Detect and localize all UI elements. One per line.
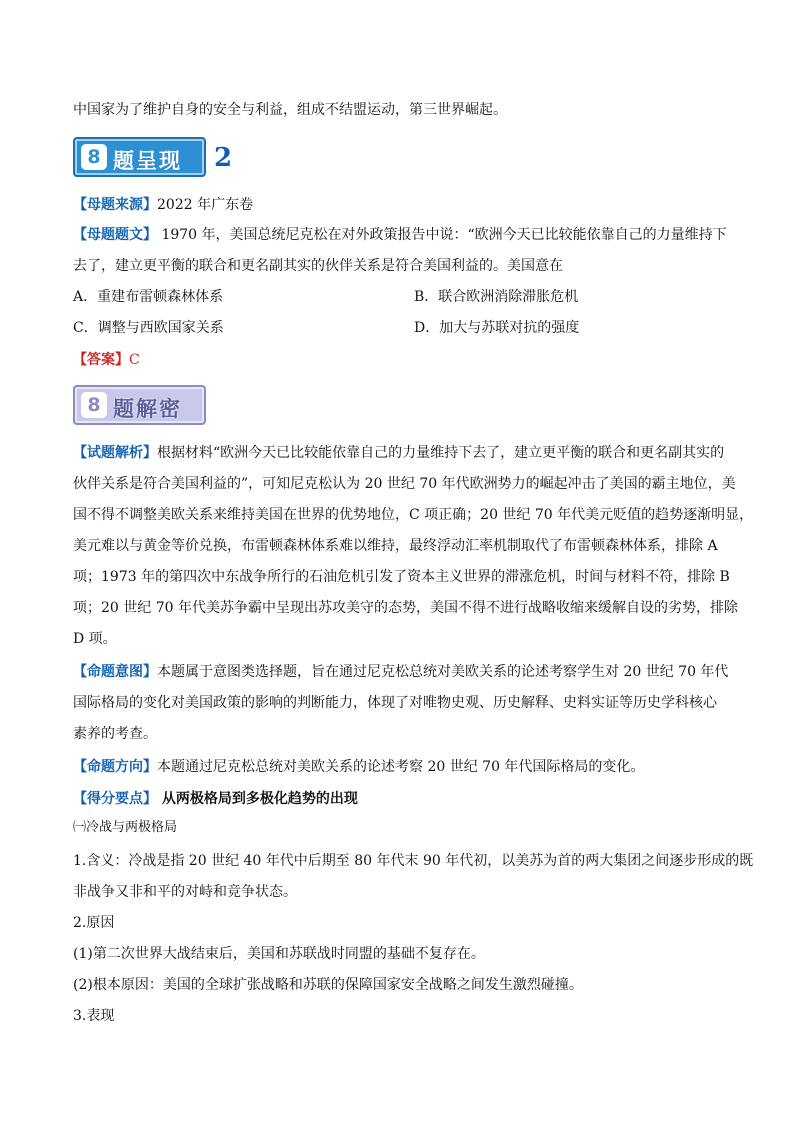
points-item2b: (2)根本原因：美国的全球扩张战略和苏联的保障国家安全战略之间发生激烈碰撞。: [73, 977, 583, 993]
option-c: C．调整与西欧国家关系: [73, 320, 224, 336]
direction-label: 【命题方向】: [73, 759, 157, 775]
question-source: [73, 195, 253, 215]
section-badge-question: [73, 137, 206, 177]
analysis-line1: [73, 443, 724, 463]
section-badge-analysis: [73, 385, 206, 425]
points-item1-line1: 1.含义：冷战是指 20 世纪 40 年代中后期至 80 年代末 90 年代初，以美苏为首的两大集团之间逐步形成的既: [73, 853, 754, 869]
analysis-line2: 伙伴关系是符合美国利益的”，可知尼克松认为 20 世纪 70 年代欧洲势力的崛起冲击了美国的霸主地位，美: [73, 476, 736, 492]
points-item3: 3.表现: [73, 1008, 115, 1024]
intent-label: 【命题意图】: [73, 664, 157, 680]
analysis-line4: 美元难以与黄金等价兑换，布雷顿森林体系难以维持，最终浮动汇率机制取代了布雷顿森林体系，排除 A: [73, 538, 718, 554]
source-text: 2022 年广东卷: [157, 197, 254, 213]
badge-title: 题解密: [113, 397, 182, 421]
intro-text: 中国家为了维护自身的安全与利益，组成不结盟运动，第三世界崛起。: [73, 102, 507, 118]
question-text-line2: 去了，建立更平衡的联合和更名副其实的伙伴关系是符合美国利益的。美国意在: [73, 258, 563, 274]
points-sub1: ㈠冷战与两极格局: [73, 820, 178, 835]
analysis-label: 【试题解析】: [73, 445, 157, 461]
badge-title: 题呈现: [113, 149, 182, 173]
points-item2a: (1)第二次世界大战结束后，美国和苏联战时同盟的基础不复存在。: [73, 946, 485, 962]
intent-text-1: 本题属于意图类选择题，旨在通过尼克松总统对美欧关系的论述考察学生对 20 世纪 70 年代: [157, 664, 729, 680]
answer: [73, 350, 140, 370]
points-label: 【得分要点】: [73, 791, 157, 807]
points: [73, 789, 358, 809]
analysis-text-1: 根据材料“欧洲今天已比较能依靠自己的力量维持下去了，建立更平衡的联合和更名副其实的: [157, 445, 725, 461]
option-a: A．重建布雷顿森林体系: [73, 289, 224, 305]
points-item1-line2: 非战争又非和平的对峙和竞争状态。: [73, 884, 297, 900]
question-text-label: 【母题题文】: [73, 227, 157, 243]
points-item2: 2.原因: [73, 915, 115, 931]
question-text-line1: [73, 225, 727, 245]
badge-icon: 8: [81, 392, 107, 418]
direction: [73, 757, 644, 777]
points-text: 从两极格局到多极化趋势的出现: [157, 791, 358, 807]
question-text-1: 1970 年，美国总统尼克松在对外政策报告中说：“欧洲今天已比较能依靠自己的力量维持下: [157, 227, 727, 243]
question-number: 2: [214, 143, 233, 173]
answer-label: 【答案】: [73, 352, 129, 368]
option-b: B．联合欧洲消除滞胀危机: [414, 289, 579, 305]
analysis-line3: 国不得不调整美欧关系来维持美国在世界的优势地位，C 项正确；20 世纪 70 年代美元贬值的趋势逐渐明显，: [73, 507, 754, 523]
answer-value: C: [129, 352, 140, 368]
analysis-line6: 项；20 世纪 70 年代美苏争霸中呈现出苏攻美守的态势，美国不得不进行战略收缩来缓解自设的劣势，排除: [73, 600, 738, 616]
intent-line2: 国际格局的变化对美国政策的影响的判断能力，体现了对唯物史观、历史解释、史料实证等历史学科核心: [73, 695, 717, 711]
analysis-line5: 项；1973 年的第四次中东战争所行的石油危机引发了资本主义世界的滞涨危机，时间与材料不符，排除 B: [73, 569, 730, 585]
intent-line3: 素养的考查。: [73, 726, 157, 742]
direction-text: 本题通过尼克松总统对美欧关系的论述考察 20 世纪 70 年代国际格局的变化。: [157, 759, 645, 775]
badge-icon: 8: [81, 144, 107, 170]
intent-line1: [73, 662, 728, 682]
analysis-line7: D 项。: [73, 631, 117, 647]
source-label: 【母题来源】: [73, 197, 157, 213]
option-d: D．加大与苏联对抗的强度: [414, 320, 580, 336]
